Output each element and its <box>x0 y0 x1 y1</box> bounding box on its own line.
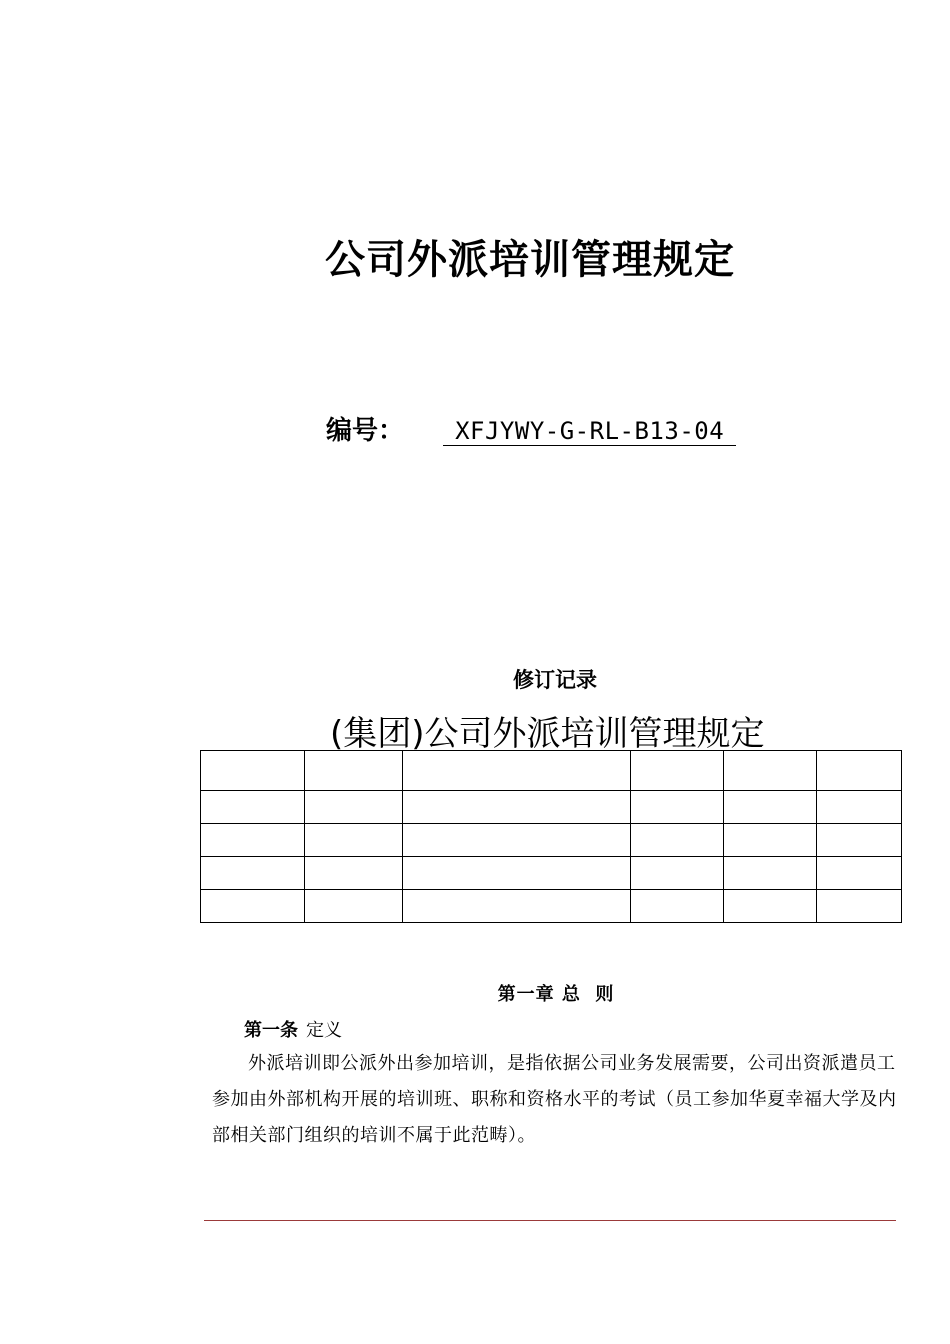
table-cell <box>304 791 402 824</box>
table-cell <box>201 824 305 857</box>
table-cell <box>724 824 817 857</box>
table-cell <box>304 890 402 923</box>
article-body: 外派培训即公派外出参加培训，是指依据公司业务发展需要，公司出资派遣员工参加由外部机构开展的培训班、职称和资格水平的考试（员工参加华夏幸福大学及内部相关部门组织的培训不属于此范畴）。 <box>212 1053 897 1146</box>
table-cell <box>402 890 631 923</box>
table-cell <box>201 791 305 824</box>
table-row <box>201 791 902 824</box>
table-cell <box>304 857 402 890</box>
table-row <box>201 824 902 857</box>
table-cell <box>817 751 902 791</box>
revision-record-heading: 修订记录 <box>513 668 597 692</box>
code-value: XFJYWY-G-RL-B13-04 <box>443 417 736 446</box>
table-row <box>201 751 902 791</box>
table-cell <box>201 890 305 923</box>
table-cell <box>304 824 402 857</box>
table-cell <box>724 890 817 923</box>
table-cell <box>724 791 817 824</box>
table-cell <box>817 791 902 824</box>
table-cell <box>402 751 631 791</box>
table-cell <box>402 857 631 890</box>
table-cell <box>631 890 724 923</box>
table-cell <box>402 824 631 857</box>
footer-divider <box>204 1220 896 1221</box>
article-number: 第一条 <box>244 1020 298 1041</box>
table-cell <box>201 857 305 890</box>
table-cell <box>817 824 902 857</box>
article-heading <box>244 1016 342 1042</box>
table-cell <box>724 751 817 791</box>
revision-table <box>200 750 902 923</box>
table-cell <box>201 751 305 791</box>
table-cell <box>631 857 724 890</box>
table-cell <box>724 857 817 890</box>
table-cell <box>817 890 902 923</box>
document-title: 公司外派培训管理规定 <box>325 237 735 283</box>
table-cell <box>402 791 631 824</box>
table-cell <box>817 857 902 890</box>
document-code <box>326 410 736 447</box>
code-label: 编号： <box>326 416 405 446</box>
table-cell <box>631 791 724 824</box>
chapter-heading: 第一章 总 则 <box>497 984 615 1005</box>
table-row <box>201 890 902 923</box>
table-cell <box>304 751 402 791</box>
table-row <box>201 857 902 890</box>
table-cell <box>631 824 724 857</box>
article-title: 定义 <box>306 1020 342 1041</box>
table-cell <box>631 751 724 791</box>
table-caption: (集团)公司外派培训管理规定 <box>330 714 765 754</box>
